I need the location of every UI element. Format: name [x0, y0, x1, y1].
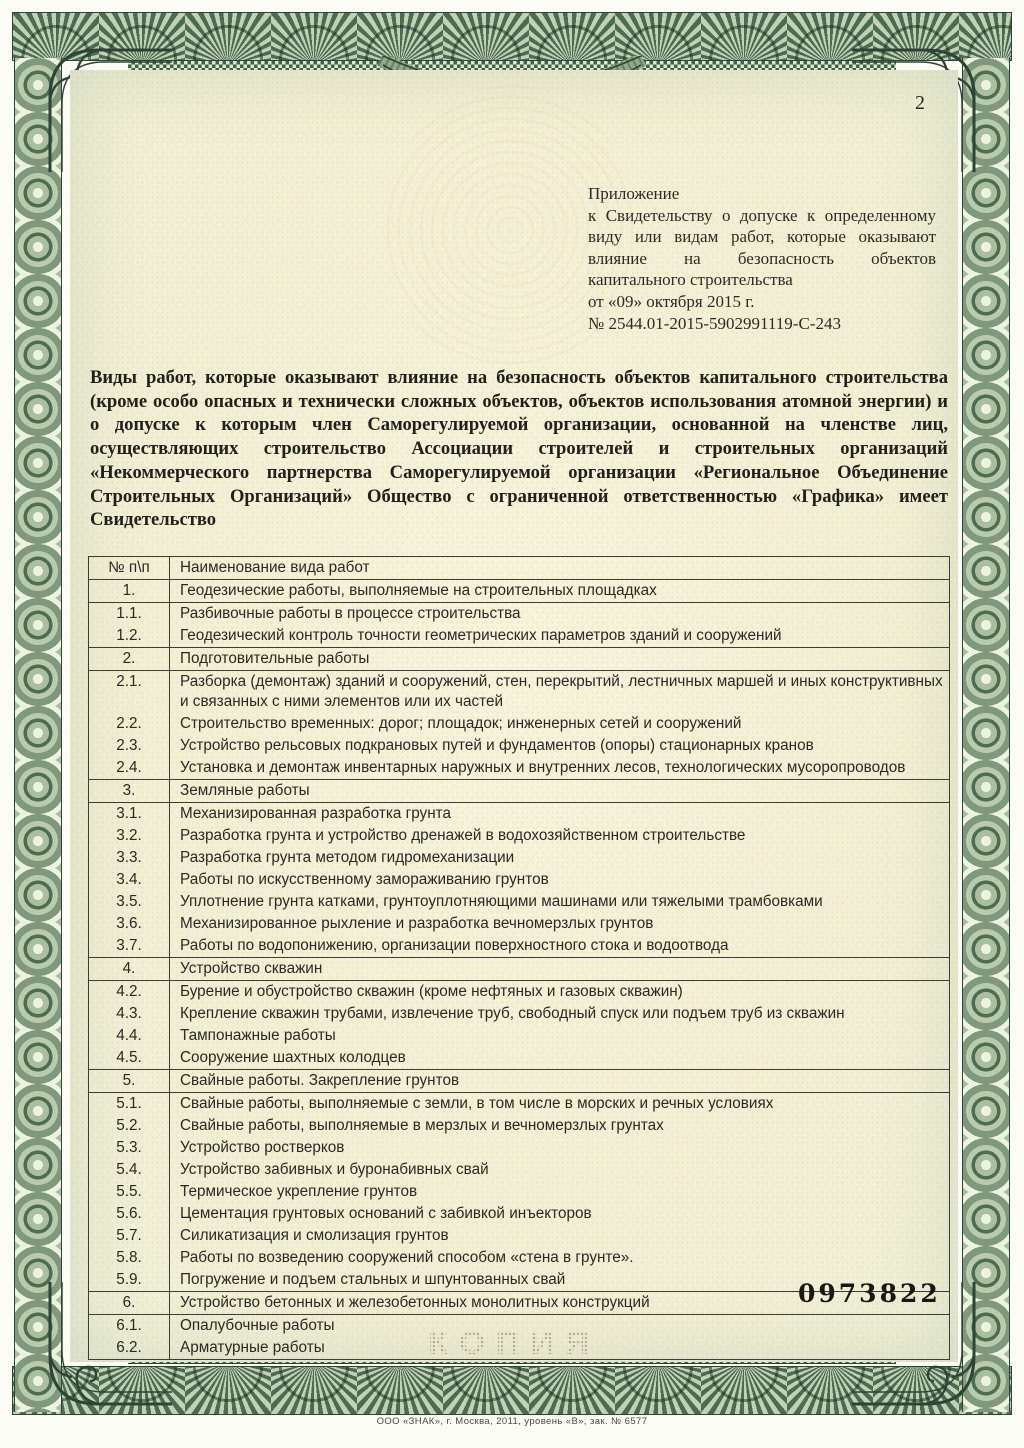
- row-number: 2.3.: [89, 735, 170, 757]
- row-number: 5.7.: [89, 1225, 170, 1247]
- table-row: [89, 981, 949, 1003]
- row-text: Разборка (демонтаж) зданий и сооружений, стен, перекрытий, лестничных маршей и иных конструктивных и связанных с ними элементов или их частей: [180, 673, 943, 710]
- table-row: [89, 671, 949, 713]
- row-number: 3.5.: [89, 891, 170, 913]
- table-row: [89, 935, 949, 957]
- works-table: [88, 556, 950, 1360]
- table-section-row: [89, 1069, 949, 1093]
- table-row: [89, 869, 949, 891]
- row-number: 3.3.: [89, 847, 170, 869]
- appendix-block: [588, 183, 936, 334]
- table-row: [89, 1025, 949, 1047]
- document-page: [70, 70, 958, 1362]
- frame-right-band: [962, 58, 1010, 1412]
- table-row: [89, 1047, 949, 1069]
- table-section-row: [89, 957, 949, 981]
- row-number: 4.2.: [89, 981, 170, 1003]
- row-number: 5.3.: [89, 1137, 170, 1159]
- row-number: 4.3.: [89, 1003, 170, 1025]
- table-row: [89, 735, 949, 757]
- table-row: [89, 1159, 949, 1181]
- row-text: Погружение и подъем стальных и шпунтованных свай: [180, 1271, 566, 1288]
- row-number: 3.4.: [89, 869, 170, 891]
- serial-number: 0973822: [798, 1279, 941, 1308]
- row-text: Свайные работы, выполняемые с земли, в том числе в морских и речных условиях: [180, 1095, 774, 1112]
- appendix-date: от «09» октября 2015 г.: [588, 291, 755, 311]
- row-number: 3.6.: [89, 913, 170, 935]
- table-row: [89, 1203, 949, 1225]
- row-text: Геодезические работы, выполняемые на строительных площадках: [180, 582, 657, 599]
- appendix-title: Приложение: [588, 184, 680, 203]
- table-row: [89, 1225, 949, 1247]
- table-row: [89, 1137, 949, 1159]
- row-text: Земляные работы: [180, 782, 310, 799]
- row-text: Цементация грунтовых оснований с забивкой инъекторов: [180, 1205, 592, 1222]
- col-header-name: Наименование вида работ: [180, 559, 370, 576]
- row-text: Арматурные работы: [180, 1339, 325, 1356]
- row-text: Уплотнение грунта катками, грунтоуплотняющими машинами или тяжелыми трамбовками: [180, 893, 823, 910]
- row-number: 6.: [89, 1292, 170, 1314]
- row-text: Установка и демонтаж инвентарных наружных и внутренних лесов, технологических мусоропроводов: [180, 759, 906, 776]
- row-text: Разбивочные работы в процессе строительства: [180, 605, 521, 622]
- row-text: Механизированное рыхление и разработка вечномерзлых грунтов: [180, 915, 654, 932]
- row-number: 5.6.: [89, 1203, 170, 1225]
- row-number: 5.2.: [89, 1115, 170, 1137]
- row-number: 4.5.: [89, 1047, 170, 1069]
- row-number: 6.1.: [89, 1315, 170, 1337]
- row-text: Разработка грунта и устройство дренажей в водохозяйственном строительстве: [180, 827, 746, 844]
- row-number: 4.4.: [89, 1025, 170, 1047]
- row-number: 1.: [89, 580, 170, 602]
- row-number: 3.2.: [89, 825, 170, 847]
- row-text: Устройство рельсовых подкрановых путей и фундаментов (опоры) стационарных кранов: [180, 737, 814, 754]
- row-number: 5.1.: [89, 1093, 170, 1115]
- row-text: Силикатизация и смолизация грунтов: [180, 1227, 449, 1244]
- table-row: [89, 891, 949, 913]
- row-text: Опалубочные работы: [180, 1317, 335, 1334]
- row-text: Тампонажные работы: [180, 1027, 336, 1044]
- page-number: 2: [915, 92, 925, 114]
- row-text: Работы по возведению сооружений способом «стена в грунте».: [180, 1249, 634, 1266]
- table-row: [89, 1247, 949, 1269]
- table-row: [89, 713, 949, 735]
- row-number: 5.5.: [89, 1181, 170, 1203]
- row-number: 4.: [89, 958, 170, 980]
- row-number: 3.7.: [89, 935, 170, 957]
- row-text: Крепление скважин трубами, извлечение труб, свободный спуск или подъем труб из скважин: [180, 1005, 845, 1022]
- row-text: Бурение и обустройство скважин (кроме нефтяных и газовых скважин): [180, 983, 683, 1000]
- row-number: 2.4.: [89, 757, 170, 779]
- row-number: 6.2.: [89, 1337, 170, 1359]
- table-row: [89, 1093, 949, 1115]
- table-row: [89, 625, 949, 647]
- row-text: Механизированная разработка грунта: [180, 805, 451, 822]
- table-row: [89, 803, 949, 825]
- row-text: Свайные работы, выполняемые в мерзлых и вечномерзлых грунтах: [180, 1117, 664, 1134]
- table-row: [89, 847, 949, 869]
- row-number: 5.8.: [89, 1247, 170, 1269]
- copy-watermark: КОПИЯ: [428, 1324, 600, 1361]
- table-header-row: [89, 557, 949, 579]
- row-number: 1.1.: [89, 603, 170, 625]
- row-number: 2.: [89, 648, 170, 670]
- table-row: [89, 1181, 949, 1203]
- row-number: 1.2.: [89, 625, 170, 647]
- row-text: Разработка грунта методом гидромеханизации: [180, 849, 515, 866]
- table-row: [89, 825, 949, 847]
- row-number: 2.1.: [89, 671, 170, 713]
- table-section-row: [89, 779, 949, 803]
- table-row: [89, 1003, 949, 1025]
- row-text: Сооружение шахтных колодцев: [180, 1049, 406, 1066]
- frame-left-band: [14, 58, 62, 1412]
- row-text: Работы по водопонижению, организации поверхностного стока и водоотвода: [180, 937, 729, 954]
- row-number: 3.1.: [89, 803, 170, 825]
- row-text: Геодезический контроль точности геометрических параметров зданий и сооружений: [180, 627, 782, 644]
- row-text: Устройство ростверков: [180, 1139, 345, 1156]
- printer-imprint: ООО «ЗНАК», г. Москва, 2011, уровень «В», зак. № 6577: [376, 1416, 648, 1427]
- table-row: [89, 913, 949, 935]
- table-row: [89, 757, 949, 779]
- row-text: Устройство бетонных и железобетонных монолитных конструкций: [180, 1294, 650, 1311]
- row-text: Термическое укрепление грунтов: [180, 1183, 418, 1200]
- appendix-number: № 2544.01-2015-5902991119-С-243: [588, 313, 841, 333]
- row-number: 5.4.: [89, 1159, 170, 1181]
- col-header-number: № п\п: [89, 557, 170, 579]
- row-text: Строительство временных: дорог; площадок; инженерных сетей и сооружений: [180, 715, 742, 732]
- row-text: Работы по искусственному замораживанию грунтов: [180, 871, 549, 888]
- row-number: 3.: [89, 780, 170, 802]
- row-text: Подготовительные работы: [180, 650, 370, 667]
- appendix-body: к Свидетельству о допуске к определенному виду или видам работ, которые оказывают влияние на безопасность объектов капитального строительства: [588, 205, 936, 290]
- row-text: Устройство скважин: [180, 960, 323, 977]
- row-number: 5.: [89, 1070, 170, 1092]
- row-text: Свайные работы. Закрепление грунтов: [180, 1072, 460, 1089]
- row-text: Устройство забивных и буронабивных свай: [180, 1161, 489, 1178]
- table-row: [89, 1115, 949, 1137]
- table-section-row: [89, 579, 949, 603]
- intro-paragraph: Виды работ, которые оказывают влияние на безопасность объектов капитального строительства (кроме особо опасных и технически сложных объектов, объектов использования атомной энергии) и о допуске к которым член Саморегулируемой организации, основанной на членстве лиц, осуществляющих строительство Ассоциации строителей и строительных организаций «Некоммерческого партнерства Саморегулируемой организации «Региональное Объединение Строительных Организаций» Общество с ограниченной ответственностью «Графика» имеет Свидетельство: [90, 367, 948, 531]
- row-number: 5.9.: [89, 1269, 170, 1291]
- table-section-row: [89, 647, 949, 671]
- table-row: [89, 603, 949, 625]
- row-number: 2.2.: [89, 713, 170, 735]
